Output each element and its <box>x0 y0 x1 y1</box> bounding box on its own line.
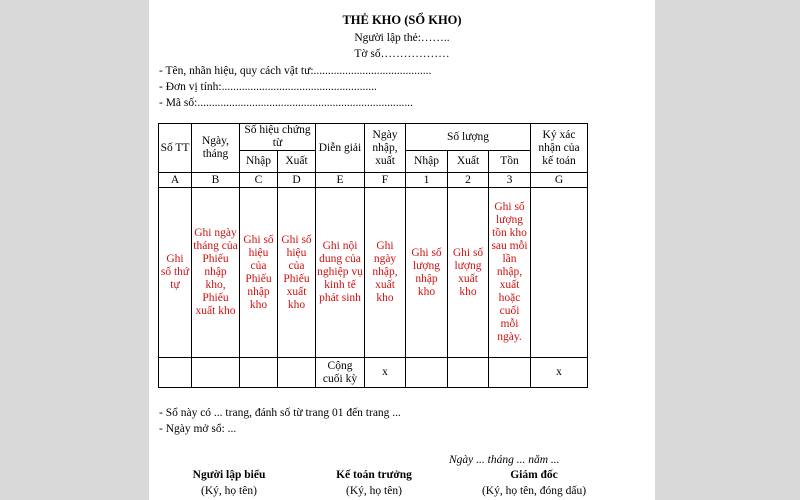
code-cell: F <box>365 173 406 188</box>
guide-cell: Ghi số hiệu của Phiếu nhập kho <box>240 188 278 358</box>
code-cell: C <box>240 173 278 188</box>
signature-chief-accountant-sub: (Ký, họ tên) <box>346 485 402 497</box>
guide-cell <box>531 188 588 358</box>
sheet-number-line: Tờ số……………… <box>354 48 450 60</box>
footer-cell <box>240 358 278 388</box>
creator-line: Người lập thẻ:…….. <box>354 32 450 44</box>
signature-director-title: Giám đốc <box>510 469 558 481</box>
note-pages: - Sổ này có ... trang, đánh số từ trang 01 đến trang ... <box>159 407 401 419</box>
period-total-label: Cộng cuối kỳ <box>316 358 365 388</box>
footer-cell <box>489 358 531 388</box>
code-cell: B <box>192 173 240 188</box>
header-qty-out: Xuất <box>448 151 489 173</box>
item-name-field: - Tên, nhãn hiệu, quy cách vật tư:......................................... <box>159 65 432 77</box>
note-open-date: - Ngày mở sổ: ... <box>159 423 237 435</box>
header-accountant-confirm: Ký xác nhận của kế toán <box>531 124 588 173</box>
signature-director-sub: (Ký, họ tên, đóng dấu) <box>481 485 587 497</box>
code-cell: D <box>278 173 316 188</box>
code-cell: 3 <box>489 173 531 188</box>
header-description: Diễn giải <box>316 124 365 173</box>
code-cell: 1 <box>406 173 448 188</box>
stock-card-table <box>158 123 588 388</box>
guide-cell: Ghi số lượng xuất kho <box>448 188 489 358</box>
footer-cell <box>278 358 316 388</box>
footer-cell <box>192 358 240 388</box>
footer-cell <box>448 358 489 388</box>
document-title: THẺ KHO (SỔ KHO) <box>342 13 462 27</box>
header-qty-in: Nhập <box>406 151 448 173</box>
guide-cell: Ghi ngày tháng của Phiếu nhập kho, Phiếu xuất kho <box>192 188 240 358</box>
unit-field: - Đơn vị tính:...................................................... <box>159 81 377 93</box>
footer-cell <box>159 358 192 388</box>
guide-cell: Ghi số thứ tự <box>159 188 192 358</box>
guide-cell: Ghi số lượng nhập kho <box>406 188 448 358</box>
header-stt: Số TT <box>159 124 192 173</box>
period-total-x: x <box>531 358 588 388</box>
guide-cell: Ghi ngày nhập, xuất kho <box>365 188 406 358</box>
footer-cell <box>406 358 448 388</box>
signature-preparer-title: Người lập biểu <box>192 469 266 481</box>
code-cell: 2 <box>448 173 489 188</box>
date-line: Ngày ... tháng ... năm ... <box>449 454 560 466</box>
guide-cell: Ghi nội dung của nghiệp vụ kinh tế phát sinh <box>316 188 365 358</box>
code-cell: G <box>531 173 588 188</box>
signature-preparer-sub: (Ký, họ tên) <box>201 485 257 497</box>
document-page <box>149 0 655 500</box>
header-doc-no: Số hiệu chứng từ <box>240 124 316 151</box>
guide-cell: Ghi số lượng tồn kho sau mỗi lần nhập, xuất hoặc cuối mỗi ngày. <box>489 188 531 358</box>
code-cell: A <box>159 173 192 188</box>
header-io-date: Ngày nhập, xuất <box>365 124 406 173</box>
guide-cell: Ghi số hiệu của Phiếu xuất kho <box>278 188 316 358</box>
header-doc-out: Xuất <box>278 151 316 173</box>
period-total-x: x <box>365 358 406 388</box>
code-cell: E <box>316 173 365 188</box>
header-qty-stock: Tồn <box>489 151 531 173</box>
code-field: - Mã số:........................................................................... <box>159 97 413 109</box>
signature-chief-accountant-title: Kế toán trưởng <box>336 469 412 481</box>
header-quantity: Số lượng <box>406 124 531 151</box>
header-doc-in: Nhập <box>240 151 278 173</box>
header-date: Ngày, tháng <box>192 124 240 173</box>
